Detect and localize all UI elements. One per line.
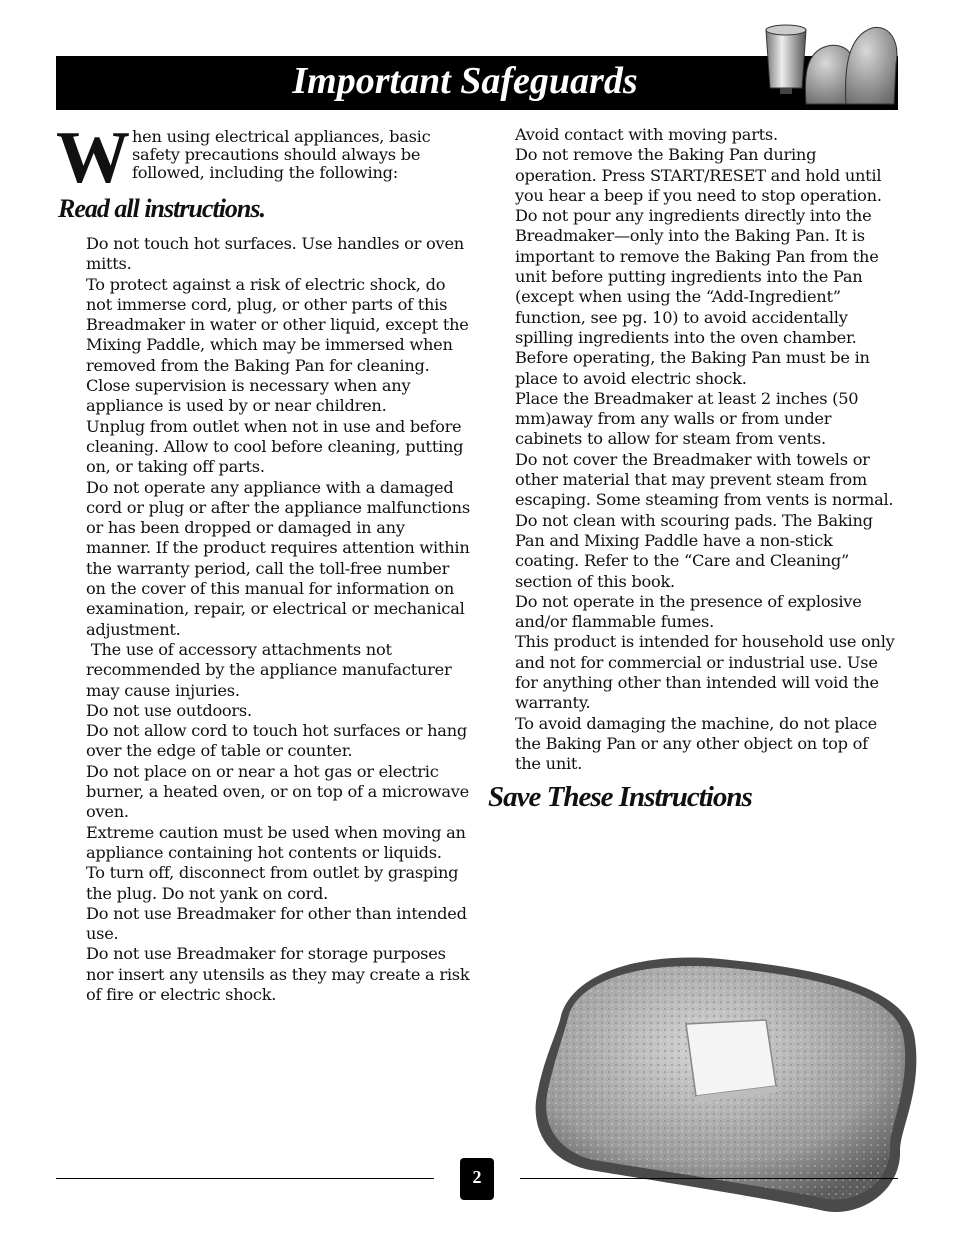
safeguard-item: Do not operate in the presence of explosive and/or flammable fumes. <box>515 591 862 632</box>
safeguard-item: Do not touch hot surfaces. Use handles or oven mitts. <box>86 234 464 274</box>
safeguard-item: This product is intended for household use only and not for commercial or industrial use. Use for anything other than intended will void the warranty. <box>515 632 895 713</box>
safeguard-item: Do not place on or near a hot gas or electric burner, a heated oven, or on top of a microwave oven. <box>86 761 469 822</box>
safeguard-item: Place the Breadmaker at least 2 inches (50 mm)away from any walls or from under cabinets to allow for steam from vents. <box>515 388 859 449</box>
page-number: 2 <box>460 1158 494 1200</box>
safeguard-item: To protect against a risk of electric shock, do not immerse cord, plug, or other parts of this Breadmaker in water or other liquid, except the Mixing Paddle, which may be immersed when removed from the Baking Pan for cleaning. <box>86 274 469 375</box>
safeguard-item: The use of accessory attachments not recommended by the appliance manufacturer may cause injuries. <box>86 639 457 700</box>
drop-cap: W <box>56 117 130 199</box>
safeguard-item: Do not operate any appliance with a damaged cord or plug or after the appliance malfunctions or has been dropped or damaged in any manner. If the product requires attention within the warranty period, call the toll-free number on the cover of this manual for information on examination, repair, or electrical or mechanical adjustment. <box>86 477 470 639</box>
safeguard-item: To avoid damaging the machine, do not place the Baking Pan or any other object on top of the unit. <box>515 713 877 774</box>
safeguard-item: Before operating, the Baking Pan must be in place to avoid electric shock. <box>515 348 870 388</box>
safeguard-item: Do not use Breadmaker for storage purposes nor insert any utensils as they may create a risk of fire or electric shock. <box>86 944 470 1004</box>
safeguard-item: Do not allow cord to touch hot surfaces or hang over the edge of table or counter. <box>86 721 467 761</box>
footer-rule-right <box>520 1178 898 1179</box>
safeguard-item: Avoid contact with moving parts. <box>515 125 778 144</box>
safeguard-item: Do not use Breadmaker for other than intended use. <box>86 903 467 944</box>
safeguard-item: Do not cover the Breadmaker with towels or other material that may prevent steam from escaping. Some steaming from vents is normal. <box>515 449 894 510</box>
intro-text: hen using electrical appliances, basic safety precautions should always be followed, including the following: <box>132 127 431 183</box>
read-instructions-heading: Read all instructions. <box>58 194 265 223</box>
footer-rule-left <box>56 1178 434 1179</box>
toast-with-butter-icon <box>530 930 930 1230</box>
safeguard-item: Unplug from outlet when not in use and before cleaning. Allow to cool before cleaning, putting on, or taking off parts. <box>86 416 464 477</box>
safeguard-item: To turn off, disconnect from outlet by grasping the plug. Do not yank on cord. <box>86 863 459 903</box>
page-title: Important Safeguards <box>292 60 638 102</box>
safeguard-item: Do not clean with scouring pads. The Baking Pan and Mixing Paddle have a non-stick coating. Refer to the “Care and Cleaning” section of this book. <box>515 510 873 591</box>
safeguard-item: Do not use outdoors. <box>86 700 252 720</box>
safeguard-item: Extreme caution must be used when moving an appliance containing hot contents or liquids. <box>86 822 466 862</box>
safeguard-item: Close supervision is necessary when any appliance is used by or near children. <box>86 376 411 416</box>
safeguards-right-column <box>515 125 895 775</box>
safeguard-item: Do not remove the Baking Pan during operation. Press START/RESET and hold until you hear a beep if you need to stop operation. <box>515 145 882 205</box>
safeguards-left-column <box>86 234 470 1005</box>
safeguard-item: Do not pour any ingredients directly into the Breadmaker—only into the Baking Pan. It is important to remove the Baking Pan from the unit before putting ingredients into the Pan (except when using the “Add-Ingredient” function, see pg. 10) to avoid accidentally spilling ingredients into the oven chamber. <box>515 206 879 347</box>
save-instructions-heading: Save These Instructions <box>488 781 752 813</box>
bread-pan-and-loaves-icon <box>760 16 900 110</box>
